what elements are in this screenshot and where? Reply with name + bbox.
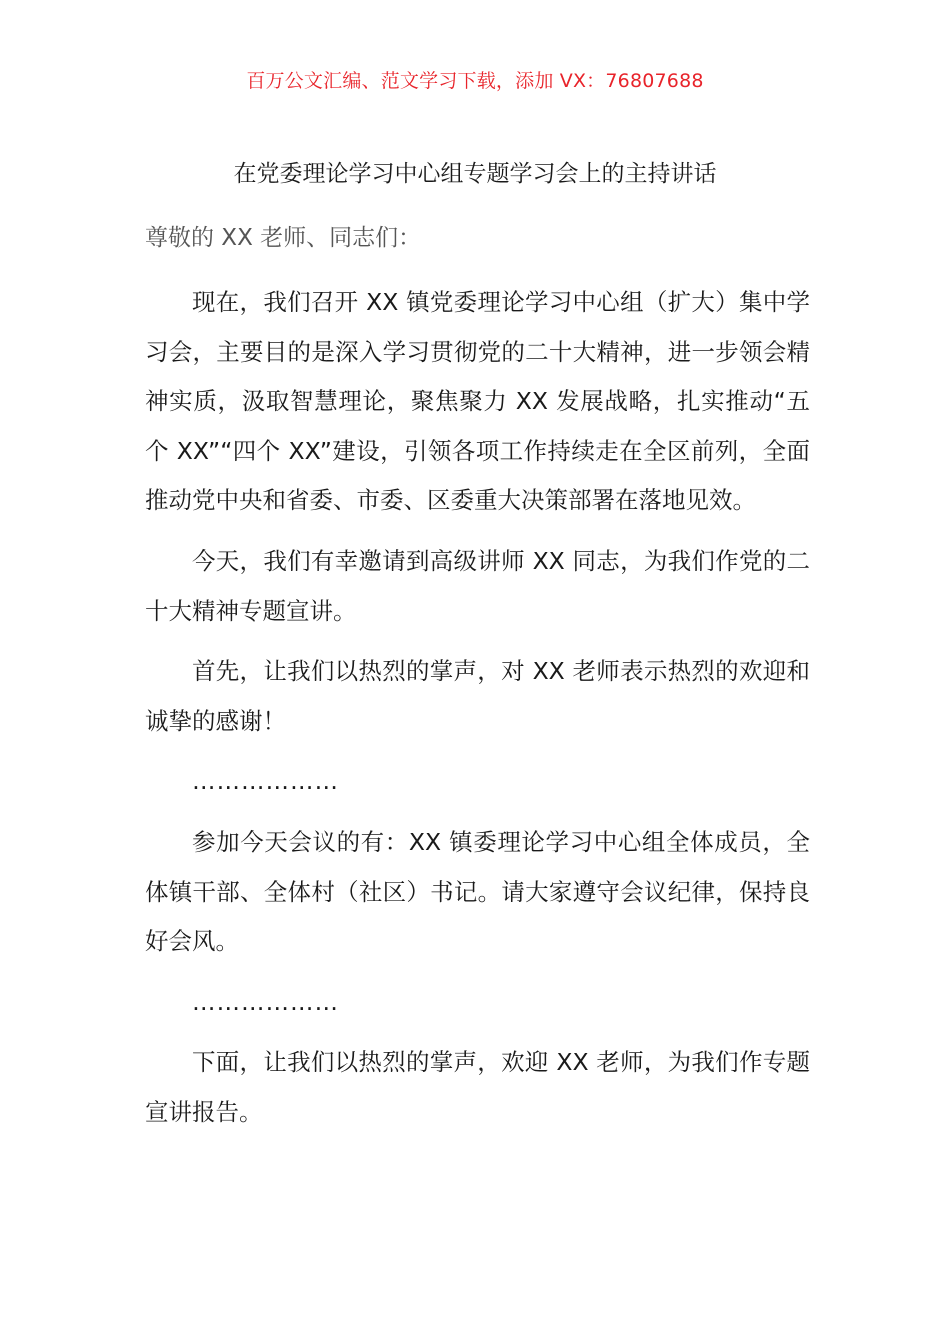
paragraph-speaker-intro: 今天，我们有幸邀请到高级讲师 XX 同志，为我们作党的二十大精神专题宣讲。: [145, 546, 810, 625]
document-title: 在党委理论学习中心组专题学习会上的主持讲话: [233, 161, 717, 187]
paragraph-attendees: 参加今天会议的有：XX 镇委理论学习中心组全体成员，全体镇干部、全体村（社区）书记。请大家遵守会议纪律，保持良好会风。: [145, 827, 810, 956]
ellipsis-separator: ………………: [192, 987, 339, 1016]
paragraph-closing: 下面，让我们以热烈的掌声，欢迎 XX 老师，为我们作专题宣讲报告。: [145, 1048, 810, 1126]
document-body: [145, 278, 810, 1149]
salutation: 尊敬的 XX 老师、同志们：: [145, 225, 422, 251]
watermark-header: 百万公文汇编、范文学习下载，添加 VX：76807688: [246, 70, 704, 92]
paragraph-welcome: 首先，让我们以热烈的掌声，对 XX 老师表示热烈的欢迎和诚挚的感谢！: [145, 657, 810, 735]
ellipsis-separator: ………………: [192, 767, 339, 796]
paragraph-opening: 现在，我们召开 XX 镇党委理论学习中心组（扩大）集中学习会，主要目的是深入学习贯彻党的二十大精神，进一步领会精神实质，汲取智慧理论，聚焦聚力 XX 发展战略，扎实推动“五个 XX”“四个 XX”建设，引领各项工作持续走在全区前列，全面推动党中央和省委、市委、区委重大决策部署在落地见效。: [145, 288, 810, 515]
